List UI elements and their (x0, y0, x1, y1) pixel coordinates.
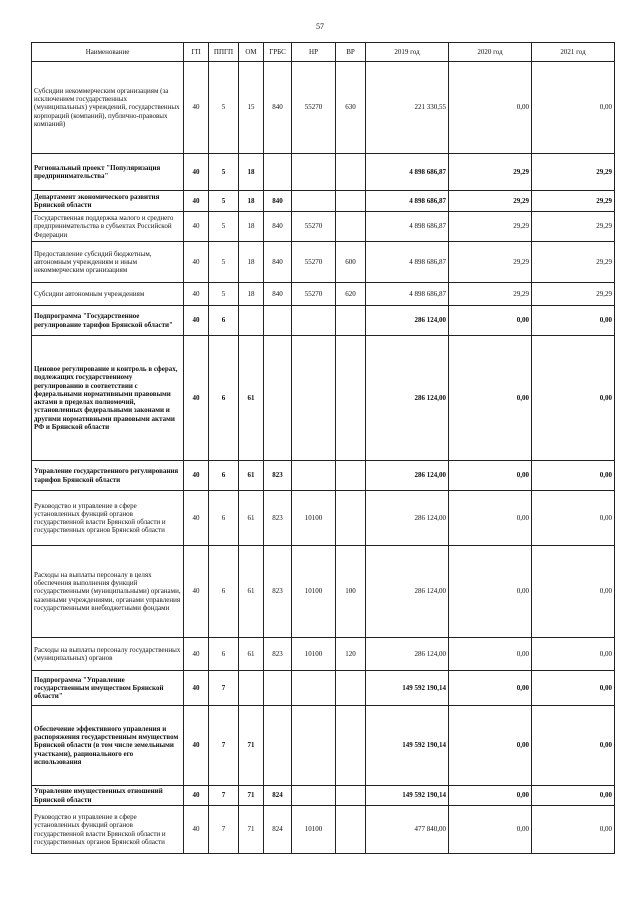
cell-gp: 40 (184, 191, 209, 212)
col-header-ppgp: ППГП (209, 43, 239, 62)
cell-nr: 55270 (292, 62, 336, 154)
cell-nr: 10100 (292, 546, 336, 638)
cell-om: 61 (239, 546, 264, 638)
cell-y2020: 0,00 (449, 306, 532, 336)
cell-nr (292, 706, 336, 786)
cell-y2020: 0,00 (449, 706, 532, 786)
cell-ppgp: 6 (209, 491, 239, 546)
cell-ppgp: 7 (209, 786, 239, 806)
cell-y2020: 0,00 (449, 786, 532, 806)
cell-gp: 40 (184, 546, 209, 638)
cell-vr (336, 306, 366, 336)
cell-nr: 10100 (292, 491, 336, 546)
cell-grbs: 823 (264, 491, 292, 546)
cell-name: Региональный проект "Популяризация предпринимательства" (32, 154, 184, 191)
cell-grbs: 823 (264, 638, 292, 671)
cell-y2021: 0,00 (532, 706, 615, 786)
cell-ppgp: 6 (209, 638, 239, 671)
cell-name: Подпрограмма "Государственное регулирование тарифов Брянской области" (32, 306, 184, 336)
col-header-grbs: ГРБС (264, 43, 292, 62)
cell-gp: 40 (184, 306, 209, 336)
cell-name: Предоставление субсидий бюджетным, автономным учреждениям и иным некоммерческим организациям (32, 242, 184, 283)
cell-y2019: 4 898 686,87 (366, 212, 449, 242)
table-row (32, 191, 615, 212)
cell-name: Департамент экономического развития Брянской области (32, 191, 184, 212)
cell-y2019: 286 124,00 (366, 638, 449, 671)
cell-y2021: 0,00 (532, 491, 615, 546)
cell-y2019: 286 124,00 (366, 461, 449, 491)
cell-y2021: 29,29 (532, 191, 615, 212)
cell-om (239, 671, 264, 706)
cell-ppgp: 7 (209, 806, 239, 854)
cell-om: 71 (239, 786, 264, 806)
cell-vr (336, 191, 366, 212)
cell-om: 71 (239, 706, 264, 786)
cell-grbs (264, 706, 292, 786)
cell-grbs: 824 (264, 806, 292, 854)
cell-grbs: 840 (264, 62, 292, 154)
cell-y2020: 29,29 (449, 191, 532, 212)
cell-gp: 40 (184, 491, 209, 546)
cell-vr (336, 212, 366, 242)
cell-grbs: 840 (264, 212, 292, 242)
table-row (32, 336, 615, 461)
cell-gp: 40 (184, 242, 209, 283)
cell-nr (292, 336, 336, 461)
cell-gp: 40 (184, 786, 209, 806)
cell-vr (336, 461, 366, 491)
cell-om: 61 (239, 638, 264, 671)
table-row (32, 306, 615, 336)
cell-nr (292, 671, 336, 706)
table-header-row (32, 43, 615, 62)
cell-nr (292, 191, 336, 212)
table-row (32, 706, 615, 786)
col-header-vr: ВР (336, 43, 366, 62)
cell-y2019: 149 592 190,14 (366, 706, 449, 786)
cell-grbs: 840 (264, 191, 292, 212)
cell-y2020: 29,29 (449, 154, 532, 191)
cell-om: 71 (239, 806, 264, 854)
cell-grbs: 823 (264, 546, 292, 638)
cell-grbs: 840 (264, 242, 292, 283)
cell-name: Расходы на выплаты персоналу государственных (муниципальных) органов (32, 638, 184, 671)
cell-name: Руководство и управление в сфере установленных функций органов государственной власти Брянской области и государственных органов Брянской области (32, 491, 184, 546)
cell-ppgp: 6 (209, 336, 239, 461)
cell-om: 18 (239, 283, 264, 306)
cell-om: 18 (239, 212, 264, 242)
cell-vr (336, 806, 366, 854)
cell-grbs: 823 (264, 461, 292, 491)
table-row (32, 283, 615, 306)
cell-gp: 40 (184, 461, 209, 491)
cell-om: 18 (239, 191, 264, 212)
cell-y2021: 29,29 (532, 283, 615, 306)
cell-name: Управление государственного регулирования тарифов Брянской области (32, 461, 184, 491)
cell-y2019: 4 898 686,87 (366, 191, 449, 212)
cell-nr (292, 154, 336, 191)
cell-y2019: 286 124,00 (366, 546, 449, 638)
cell-y2021: 0,00 (532, 62, 615, 154)
cell-name: Субсидии автономным учреждениям (32, 283, 184, 306)
table-row (32, 786, 615, 806)
col-header-name: Наименование (32, 43, 184, 62)
cell-name: Расходы на выплаты персоналу в целях обеспечения выполнения функций государственными (муниципальными) органами, казенными учреждениями, органами управления государственными внебюджетными фондами (32, 546, 184, 638)
cell-name: Государственная поддержка малого и среднего предпринимательства в субъектах Российской Федерации (32, 212, 184, 242)
table-row (32, 62, 615, 154)
cell-gp: 40 (184, 336, 209, 461)
cell-om: 15 (239, 62, 264, 154)
cell-y2019: 149 592 190,14 (366, 786, 449, 806)
page-number: 57 (316, 22, 324, 31)
cell-y2021: 0,00 (532, 306, 615, 336)
cell-grbs (264, 154, 292, 191)
cell-y2020: 0,00 (449, 546, 532, 638)
cell-gp: 40 (184, 706, 209, 786)
table-row (32, 461, 615, 491)
cell-gp: 40 (184, 154, 209, 191)
cell-ppgp: 6 (209, 461, 239, 491)
cell-y2020: 0,00 (449, 806, 532, 854)
cell-name: Подпрограмма "Управление государственным имуществом Брянской области" (32, 671, 184, 706)
cell-vr (336, 786, 366, 806)
table-row (32, 671, 615, 706)
cell-ppgp: 7 (209, 671, 239, 706)
cell-nr (292, 306, 336, 336)
cell-y2019: 4 898 686,87 (366, 283, 449, 306)
cell-om: 61 (239, 491, 264, 546)
col-header-2019: 2019 год (366, 43, 449, 62)
cell-nr: 55270 (292, 212, 336, 242)
cell-y2020: 29,29 (449, 283, 532, 306)
cell-y2020: 0,00 (449, 491, 532, 546)
cell-ppgp: 5 (209, 154, 239, 191)
col-header-om: ОМ (239, 43, 264, 62)
cell-vr (336, 336, 366, 461)
cell-y2021: 29,29 (532, 242, 615, 283)
cell-ppgp: 5 (209, 62, 239, 154)
col-header-gp: ГП (184, 43, 209, 62)
cell-y2020: 0,00 (449, 62, 532, 154)
cell-gp: 40 (184, 212, 209, 242)
table-row (32, 806, 615, 854)
table-row (32, 242, 615, 283)
col-header-nr: НР (292, 43, 336, 62)
cell-om: 18 (239, 154, 264, 191)
cell-ppgp: 5 (209, 242, 239, 283)
cell-nr: 10100 (292, 638, 336, 671)
cell-y2019: 221 330,55 (366, 62, 449, 154)
cell-grbs (264, 306, 292, 336)
cell-ppgp: 5 (209, 283, 239, 306)
col-header-2020: 2020 год (449, 43, 532, 62)
cell-ppgp: 5 (209, 212, 239, 242)
cell-y2021: 0,00 (532, 786, 615, 806)
cell-vr: 630 (336, 62, 366, 154)
cell-y2021: 0,00 (532, 461, 615, 491)
cell-grbs: 840 (264, 283, 292, 306)
cell-om: 61 (239, 336, 264, 461)
cell-vr: 600 (336, 242, 366, 283)
cell-y2019: 4 898 686,87 (366, 154, 449, 191)
cell-y2019: 286 124,00 (366, 491, 449, 546)
cell-om (239, 306, 264, 336)
cell-name: Обеспечение эффективного управления и распоряжения государственным имуществом Брянской области (в том числе земельными участками), рационального его использования (32, 706, 184, 786)
cell-vr: 120 (336, 638, 366, 671)
cell-ppgp: 7 (209, 706, 239, 786)
cell-y2019: 286 124,00 (366, 306, 449, 336)
cell-name: Руководство и управление в сфере установленных функций органов государственной власти Брянской области и государственных органов Брянской области (32, 806, 184, 854)
cell-y2020: 29,29 (449, 242, 532, 283)
cell-nr (292, 786, 336, 806)
cell-nr: 10100 (292, 806, 336, 854)
cell-y2019: 149 592 190,14 (366, 671, 449, 706)
cell-gp: 40 (184, 638, 209, 671)
col-header-2021: 2021 год (532, 43, 615, 62)
cell-y2019: 477 840,00 (366, 806, 449, 854)
cell-y2021: 0,00 (532, 638, 615, 671)
cell-ppgp: 6 (209, 306, 239, 336)
cell-y2019: 4 898 686,87 (366, 242, 449, 283)
cell-vr (336, 706, 366, 786)
cell-vr (336, 491, 366, 546)
cell-y2021: 29,29 (532, 212, 615, 242)
cell-y2021: 0,00 (532, 546, 615, 638)
cell-y2021: 0,00 (532, 336, 615, 461)
budget-table (31, 42, 615, 854)
cell-vr (336, 671, 366, 706)
cell-om: 18 (239, 242, 264, 283)
cell-name: Ценовое регулирование и контроль в сферах, подлежащих государственному регулированию в соответствии с федеральными нормативными правовыми актами в пределах полномочий, установленных федеральными законами и другими нормативными правовыми актами РФ и Брянской области (32, 336, 184, 461)
cell-om: 61 (239, 461, 264, 491)
cell-gp: 40 (184, 671, 209, 706)
cell-name: Управление имущественных отношений Брянской области (32, 786, 184, 806)
cell-y2020: 0,00 (449, 638, 532, 671)
cell-gp: 40 (184, 283, 209, 306)
cell-vr: 100 (336, 546, 366, 638)
cell-grbs: 824 (264, 786, 292, 806)
cell-gp: 40 (184, 62, 209, 154)
cell-nr (292, 461, 336, 491)
cell-y2020: 0,00 (449, 671, 532, 706)
cell-y2020: 0,00 (449, 336, 532, 461)
cell-grbs (264, 336, 292, 461)
cell-ppgp: 5 (209, 191, 239, 212)
cell-nr: 55270 (292, 242, 336, 283)
cell-gp: 40 (184, 806, 209, 854)
table-row (32, 491, 615, 546)
cell-grbs (264, 671, 292, 706)
table-row (32, 546, 615, 638)
table-row (32, 638, 615, 671)
cell-vr: 620 (336, 283, 366, 306)
cell-y2021: 29,29 (532, 154, 615, 191)
cell-y2021: 0,00 (532, 806, 615, 854)
table-row (32, 212, 615, 242)
cell-name: Субсидии некоммерческим организациям (за исключением государственных (муниципальных) учреждений, государственных корпораций (компаний), публично-правовых компаний) (32, 62, 184, 154)
cell-y2019: 286 124,00 (366, 336, 449, 461)
table-row (32, 154, 615, 191)
cell-y2020: 29,29 (449, 212, 532, 242)
cell-y2020: 0,00 (449, 461, 532, 491)
cell-ppgp: 6 (209, 546, 239, 638)
cell-nr: 55270 (292, 283, 336, 306)
cell-vr (336, 154, 366, 191)
cell-y2021: 0,00 (532, 671, 615, 706)
